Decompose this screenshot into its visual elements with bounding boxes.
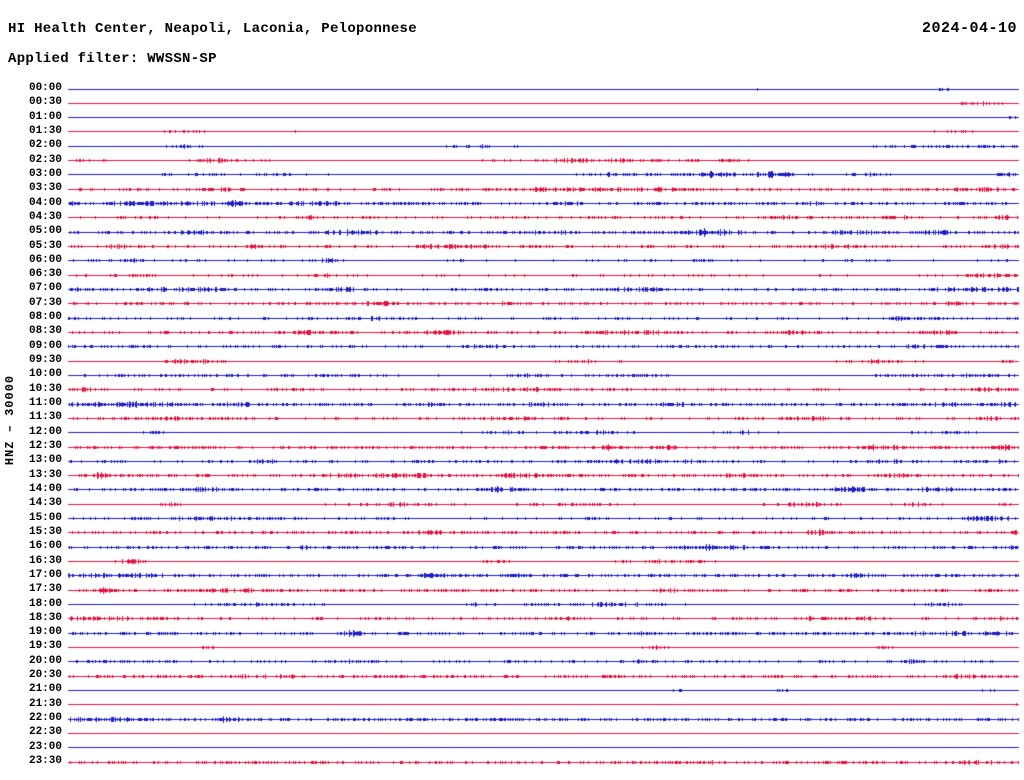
trace-time-label: 11:00 <box>28 397 62 410</box>
trace-time-label: 08:30 <box>28 325 62 338</box>
trace-time-label: 17:30 <box>28 583 62 596</box>
trace-time-label: 22:30 <box>28 726 62 739</box>
trace-time-label: 23:00 <box>28 740 62 753</box>
trace-time-label: 06:30 <box>28 268 62 281</box>
trace-time-label: 19:30 <box>28 640 62 653</box>
trace-time-label: 18:00 <box>28 597 62 610</box>
trace-time-label: 09:00 <box>28 339 62 352</box>
trace-time-label: 13:30 <box>28 468 62 481</box>
trace-time-label: 21:00 <box>28 683 62 696</box>
trace-time-label: 07:30 <box>28 296 62 309</box>
trace-time-label: 05:00 <box>28 225 62 238</box>
trace-time-label: 03:00 <box>28 167 62 180</box>
trace-time-label: 09:30 <box>28 354 62 367</box>
trace-time-label: 01:00 <box>28 110 62 123</box>
trace-time-label: 16:00 <box>28 540 62 553</box>
trace-time-label: 05:30 <box>28 239 62 252</box>
trace-time-label: 06:00 <box>28 253 62 266</box>
trace-time-label: 07:00 <box>28 282 62 295</box>
trace-time-label: 14:00 <box>28 482 62 495</box>
trace-time-label: 20:00 <box>28 654 62 667</box>
trace-time-label: 22:00 <box>28 712 62 725</box>
trace-time-label: 17:00 <box>28 568 62 581</box>
trace-time-label: 20:30 <box>28 669 62 682</box>
trace-time-label: 10:30 <box>28 382 62 395</box>
trace-time-label: 00:00 <box>28 82 62 94</box>
trace-time-label: 04:00 <box>28 196 62 209</box>
trace-time-label: 04:30 <box>28 210 62 223</box>
trace-time-label: 01:30 <box>28 124 62 137</box>
trace-time-label: 15:00 <box>28 511 62 524</box>
trace-time-label: 12:00 <box>28 425 62 438</box>
trace-time-label: 14:30 <box>28 497 62 510</box>
trace-time-label: 16:30 <box>28 554 62 567</box>
trace-time-label: 00:30 <box>28 96 62 109</box>
trace-time-label: 02:30 <box>28 153 62 166</box>
trace-time-label: 12:30 <box>28 440 62 452</box>
trace-time-label: 15:30 <box>28 525 62 538</box>
trace-time-label: 18:30 <box>28 611 62 624</box>
trace-time-label: 03:30 <box>28 182 62 195</box>
trace-time-label: 11:30 <box>28 411 62 424</box>
trace-time-label: 23:30 <box>28 755 62 768</box>
trace-time-label: 21:30 <box>28 697 62 710</box>
trace-time-label: 02:00 <box>28 139 62 152</box>
trace-time-label: 19:00 <box>28 626 62 639</box>
trace-time-label: 08:00 <box>28 311 62 324</box>
trace-time-label: 13:00 <box>28 454 62 467</box>
trace-time-label: 10:00 <box>28 368 62 381</box>
